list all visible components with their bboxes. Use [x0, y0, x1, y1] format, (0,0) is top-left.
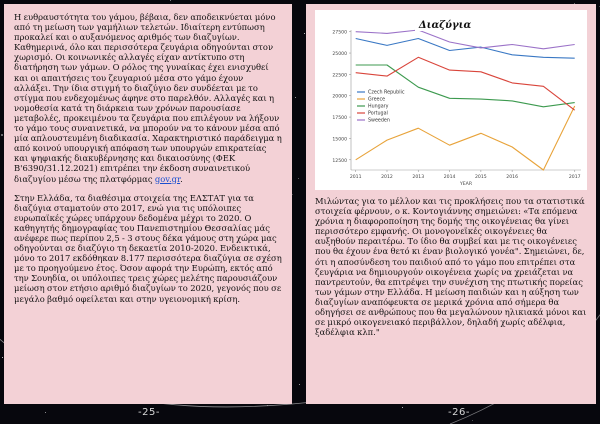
page-number-right: -26- [448, 407, 470, 418]
x-tick-label: 2011 [349, 175, 362, 180]
series-line-sweeden [356, 30, 575, 49]
left-paragraph-1-text: Η ευθραυστότητα του γάμου, βέβαια, δεν αποδεικνύεται μόνο από τη μείωση των γαμήλιων τελετών. Ιδιαίτερη εντύπωση προκαλεί και ο αυξανόμενος αριθμός των διαζυγίων. Καθημερινά, όλο και περισσότερα ζευγάρια οδηγούνται στον χωρισμό. Οι κοινωνικές αλλαγές είχαν αντίκτυπο στη διατήρηση των γάμων. Ο ρόλος της γυναίκας έχει ενισχυθεί και οι απαιτήσεις του ζευγαριού μέσα στο γάμο έχουν αλλάξει. Την ίδια στιγμή το διαζύγιο δεν συνδέεται με το στίγμα που ενδεχομένως άφηνε στο παρελθόν. Αλλαγές και η νομοθεσία κατά τη διάρκεια των χρόνων παρουσίασε μεταβολές, προκειμένου τα ζευγάρια που επιλέγουν να λήξουν το γάμο τους συναινετικά, να μπορούν να το κάνουν μέσα από μία απλουστευμένη διαδικασία. Χαρακτηριστικό παράδειγμα η από κοινού υπουργική απόφαση των υπουργών επικρατείας και ψηφιακής διακυβέρνησης και δικαιοσύνης (ΦΕΚ Β'6390/31.12.2021) επιτρέπει την έκδοση συναινετικού διαζυγίου μέσω της πλατφόρμας [14, 12, 282, 184]
x-tick-label: 2012 [381, 175, 393, 180]
series-line-greece [356, 106, 575, 170]
left-paragraph-1-end: . [180, 173, 183, 184]
y-tick-label: 15000 [332, 137, 347, 143]
star-dot [2, 357, 3, 358]
legend-label: Czech Republic [368, 90, 405, 96]
right-paragraph: Μιλώντας για το μέλλον και τις προκλήσεις που τα στατιστικά στοιχεία φέρνουν, ο κ. Κοντογιάννης σημειώνει: «Τα επόμενα χρόνια η διαφοροποίηση της δομής της οικογένειας θα γίνει περισσότερο εμφανής. Οι μονογονεϊκές οικογένειες θα αυξηθούν περαιτέρω. Το ίδιο θα συμβεί και με τις οικογένειες που θα έχουν ένα θετό κι έναν βιολογικό γονέα". Σημειώνει, δε, ότι η αποσύνδεση του παιδιού από το γάμο που επιτρέπει στα ζευγάρια να δημιουργούν οικογένεια χωρίς να χρειάζεται να παντρευτούν, θα επιτρέψει την συνέχιση της πτωτικής πορείας των γάμων στην Ελλάδα. Η μείωση παιδιών και η αύξηση των διαζυγίων αναπόφευκτα σε μερικά χρόνια από σήμερα θα οδηγήσει σε ανθρώπους που θα μεγαλώνουν ηλικιακά μόνοι και σε μικρό οικογενειακό περιβάλλον, δηλαδή χωρίς αδέλφια, ξαδέλφια κλπ." [315, 196, 587, 338]
divorces-line-chart [315, 10, 587, 190]
star-dot [295, 97, 296, 98]
left-paragraph-2: Στην Ελλάδα, τα διαθέσιμα στοιχεία της ΕΛΣΤΑΤ για τα διαζύγια σταματούν στο 2017, ενώ για τις υπόλοιπες ευρωπαϊκές χώρες υπάρχουν δεδομένα μέχρι το 2020. Ο καθηγητής δημογραφίας του Πανεπιστημίου Θεσσαλίας μάς ανέφερε πως περίπου 2,5 - 3 στους δέκα γάμους στη χώρα μας οδηγούνται σε διαζύγιο τη δεκαετία 2010-2020. Ενδεικτικά, μόνο το 2017 εκδόθηκαν 8.177 περισσότερα διαζύγια σε σχέση με το προηγούμενο έτος. Όσον αφορά την Ευρώπη, εκτός από την Σουηδία, οι υπόλοιπες τρεις χώρες μελέτης παρουσιάζουν μείωση στον ετήσιο αριθμό διαζυγίων το 2020, γεγονός που σε μεγάλο βαθμό οφείλεται και στην υγειονομική κρίση. [14, 192, 282, 304]
y-tick-label: 27500 [332, 30, 347, 36]
right-page [306, 4, 596, 404]
x-tick-label: 2014 [443, 175, 456, 180]
y-tick-label: 12500 [332, 158, 347, 164]
star-dot [298, 178, 299, 179]
star-dot [1, 134, 3, 136]
x-tick-label: 2013 [412, 175, 425, 180]
legend-label: Greece [368, 97, 386, 103]
left-paragraph-1 [14, 12, 282, 184]
star-dot [267, 405, 268, 406]
y-tick-label: 25000 [332, 52, 347, 58]
page-number-left: -25- [138, 407, 160, 418]
y-tick-label: 20000 [332, 94, 347, 100]
y-tick-label: 17500 [332, 116, 347, 122]
series-line-portugal [356, 57, 575, 110]
star-dot [304, 33, 305, 34]
x-tick-label: 2015 [475, 175, 487, 180]
star-dot [299, 384, 300, 385]
legend-label: Hungary [368, 104, 389, 110]
legend-label: Sweeden [368, 118, 390, 124]
star-dot [472, 420, 473, 421]
y-tick-label: 22500 [332, 73, 347, 79]
gov-gr-link[interactable]: gov.gr [154, 173, 181, 184]
x-axis-label: YEAR [459, 182, 473, 187]
star-dot [402, 407, 403, 408]
chart-svg [315, 10, 587, 190]
x-tick-label: 2017 [568, 175, 581, 180]
x-tick-label: 2016 [506, 175, 519, 180]
star-dot [292, 194, 293, 195]
chart-title: Διαζύγια [418, 20, 472, 31]
star-dot [45, 412, 46, 413]
left-page [4, 4, 292, 404]
star-dot [170, 0, 171, 1]
legend-label: Portugal [368, 111, 388, 117]
